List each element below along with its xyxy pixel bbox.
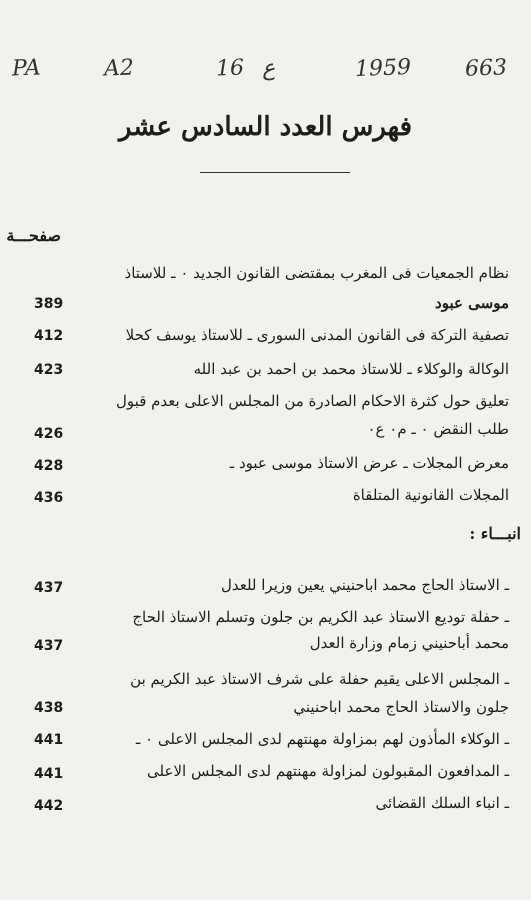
- page-number: 437: [34, 638, 64, 654]
- toc-entry: ـ المجلس الاعلى يقيم حفلة على شرف الاستاذ عبد الكريم بن: [130, 670, 509, 688]
- toc-entry: المجلات القانونية المتلقاة: [352, 486, 509, 504]
- page-number: 423: [34, 362, 64, 378]
- handwritten-note: 663: [464, 55, 508, 82]
- page-number: 426: [34, 426, 64, 442]
- toc-entry: ـ حفلة توديع الاستاذ عبد الكريم بن جلون وتسلم الاستاذ الحاج: [132, 608, 509, 626]
- toc-entry: موسى عبود: [435, 294, 509, 312]
- page-number: 437: [34, 580, 64, 596]
- page-number: 441: [34, 766, 64, 782]
- toc-entry: طلب النقض ٠ ـ م٠ ع٠: [367, 420, 509, 438]
- toc-entry: جلون والاستاذ الحاج محمد اباحنيني: [293, 698, 509, 716]
- page-number: 442: [34, 798, 64, 814]
- page-number: 428: [34, 458, 64, 474]
- toc-entry: تصفية التركة فى القانون المدنى السورى ـ للاستاذ يوسف كحلا: [125, 326, 509, 344]
- toc-entry: الوكالة والوكلاء ـ للاستاذ محمد بن احمد بن عبد الله: [193, 360, 509, 378]
- toc-entry: ـ المدافعون المقبولون لمزاولة مهنتهم لدى المجلس الاعلى: [147, 762, 509, 780]
- page-number: 389: [34, 296, 64, 312]
- handwritten-note: 1959: [354, 55, 412, 82]
- page-number: 436: [34, 490, 64, 506]
- page-number: 438: [34, 700, 64, 716]
- handwritten-note: A2: [103, 55, 135, 82]
- handwritten-note: ع: [261, 55, 276, 82]
- toc-entry: ـ الاستاذ الحاج محمد اباحنيني يعين وزيرا للعدل: [220, 576, 509, 594]
- toc-entry: معرض المجلات ـ عرض الاستاذ موسى عبود ـ: [229, 454, 509, 472]
- page-title: فهرس العدد السادس عشر: [118, 112, 413, 142]
- title-underline: [200, 172, 350, 173]
- toc-entry: محمد أباحنيني زمام وزارة العدل: [309, 634, 509, 652]
- handwritten-note: 16: [215, 55, 245, 82]
- toc-entry: نظام الجمعيات فى المغرب بمقتضى القانون الجديد ٠ ـ للاستاذ: [124, 264, 509, 282]
- toc-entry: تعليق حول كثرة الاحكام الصادرة من المجلس الاعلى بعدم قبول: [116, 392, 509, 410]
- page-number: 441: [34, 732, 64, 748]
- toc-entry: ـ انباء السلك القضائى: [375, 794, 509, 812]
- page-number: 412: [34, 328, 64, 344]
- news-heading: انبـــاء :: [469, 524, 521, 543]
- toc-entry: ـ الوكلاء المأذون لهم بمزاولة مهنتهم لدى المجلس الاعلى ٠ ـ: [135, 730, 509, 748]
- handwritten-note: PA: [11, 55, 42, 82]
- page-column-heading: صفحـــة: [6, 226, 61, 245]
